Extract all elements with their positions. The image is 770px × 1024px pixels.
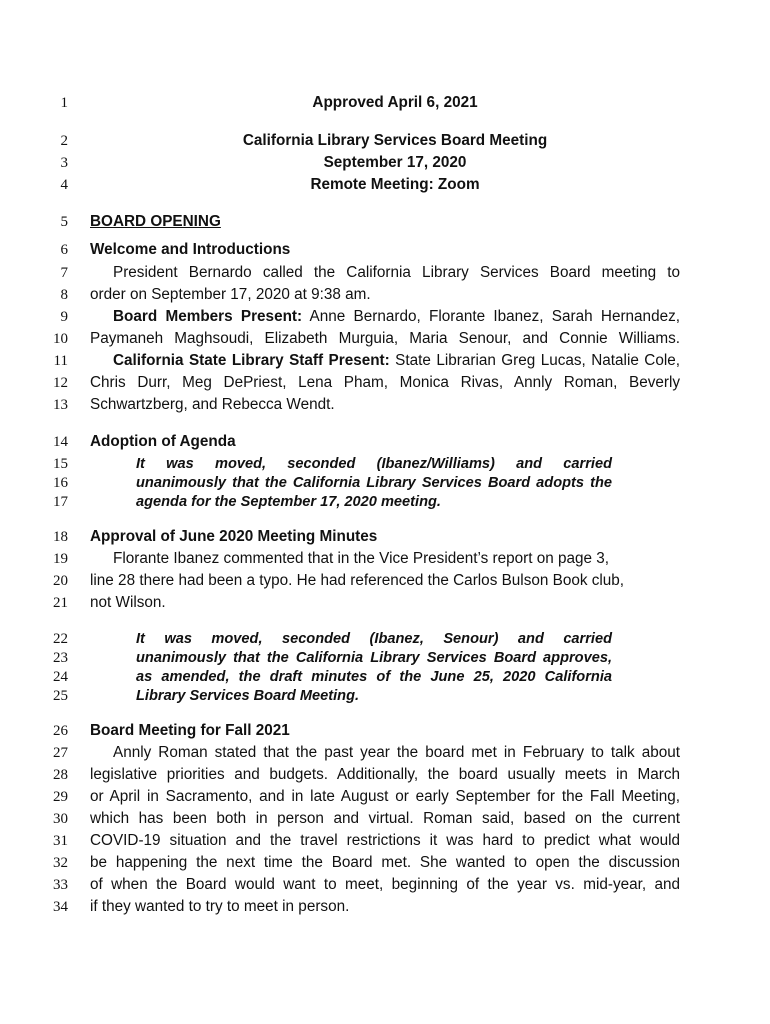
motion-line: Library Services Board Meeting. [136, 688, 360, 704]
line-number: 33 [53, 877, 68, 893]
motion-line: It was moved, seconded (Ibanez/Williams) and carried [136, 456, 612, 472]
staff-present-line [90, 352, 680, 370]
line-number: 18 [53, 529, 68, 545]
staff-present-label: California State Library Staff Present: [113, 352, 390, 369]
line-number: 9 [60, 309, 68, 325]
meeting-date: September 17, 2020 [323, 154, 467, 171]
meeting-location: Remote Meeting: Zoom [310, 176, 480, 193]
motion-line: It was moved, seconded (Ibanez, Senour) and carried [136, 631, 612, 647]
line-number: 1 [60, 95, 68, 111]
meeting-title: California Library Services Board Meeting [242, 132, 548, 149]
line-number: 19 [53, 551, 68, 567]
paragraph-line: Paymaneh Maghsoudi, Elizabeth Murguia, Maria Senour, and Connie Williams. [90, 330, 680, 347]
paragraph-line: which has been both in person and virtual. Roman said, based on the current [90, 810, 680, 827]
line-number: 6 [60, 242, 68, 258]
line-number: 24 [53, 669, 68, 685]
paragraph-line: be happening the next time the Board met. She wanted to open the discussion [90, 854, 680, 871]
paragraph-line: Chris Durr, Meg DePriest, Lena Pham, Monica Rivas, Annly Roman, Beverly [90, 374, 680, 391]
line-number: 26 [53, 723, 68, 739]
line-number: 29 [53, 789, 68, 805]
line-number: 30 [53, 811, 68, 827]
line-number: 5 [60, 214, 68, 230]
subheading-minutes: Approval of June 2020 Meeting Minutes [90, 528, 378, 545]
approval-note: Approved April 6, 2021 [312, 94, 478, 111]
line-number: 32 [53, 855, 68, 871]
paragraph-line: not Wilson. [90, 594, 166, 611]
line-number: 13 [53, 397, 68, 413]
line-number: 25 [53, 688, 68, 704]
motion-line: unanimously that the California Library Services Board approves, [136, 650, 612, 666]
paragraph-line: Florante Ibanez commented that in the Vice President’s report on page 3, [113, 550, 610, 567]
paragraph-line: Schwartzberg, and Rebecca Wendt. [90, 396, 335, 413]
paragraph-line: or April in Sacramento, and in late August or early September for the Fall Meeting, [90, 788, 680, 805]
members-present-line [90, 308, 680, 326]
line-number: 10 [53, 331, 68, 347]
motion-line: unanimously that the California Library Services Board adopts the [136, 475, 612, 491]
line-number: 8 [60, 287, 68, 303]
line-number: 15 [53, 456, 68, 472]
paragraph-line: line 28 there had been a typo. He had referenced the Carlos Bulson Book club, [90, 572, 625, 589]
line-number: 4 [60, 177, 68, 193]
members-present-names: Anne Bernardo, Florante Ibanez, Sarah Hernandez, [302, 308, 680, 325]
section-heading-board-opening: BOARD OPENING [90, 213, 221, 230]
motion-line: as amended, the draft minutes of the June 25, 2020 California [136, 669, 612, 685]
subheading-welcome: Welcome and Introductions [90, 241, 291, 258]
line-number: 21 [53, 595, 68, 611]
line-number: 2 [60, 133, 68, 149]
line-number: 3 [60, 155, 68, 171]
line-number: 17 [53, 494, 68, 510]
staff-present-names: State Librarian Greg Lucas, Natalie Cole, [389, 352, 680, 369]
paragraph-line: if they wanted to try to meet in person. [90, 898, 350, 915]
line-number: 34 [53, 899, 68, 915]
line-number: 28 [53, 767, 68, 783]
subheading-fall-meeting: Board Meeting for Fall 2021 [90, 722, 290, 739]
paragraph-line: President Bernardo called the California Library Services Board meeting to [113, 264, 680, 281]
line-number: 7 [60, 265, 68, 281]
motion-line: agenda for the September 17, 2020 meeting. [136, 494, 441, 510]
paragraph-line: Annly Roman stated that the past year the board met in February to talk about [113, 744, 680, 761]
members-present-label: Board Members Present: [113, 308, 303, 325]
paragraph-line: COVID-19 situation and the travel restrictions it was hard to predict what would [90, 832, 680, 849]
line-number: 11 [53, 353, 68, 369]
line-number: 22 [53, 631, 68, 647]
line-number: 14 [53, 434, 68, 450]
line-number: 16 [53, 475, 68, 491]
subheading-agenda: Adoption of Agenda [90, 433, 236, 450]
paragraph-line: legislative priorities and budgets. Additionally, the board usually meets in March [90, 766, 680, 783]
line-number: 31 [53, 833, 68, 849]
line-number: 23 [53, 650, 68, 666]
line-number: 27 [53, 745, 68, 761]
paragraph-line: of when the Board would want to meet, beginning of the year vs. mid-year, and [90, 876, 680, 893]
paragraph-line: order on September 17, 2020 at 9:38 am. [90, 286, 371, 303]
line-number: 12 [53, 375, 68, 391]
line-number: 20 [53, 573, 68, 589]
